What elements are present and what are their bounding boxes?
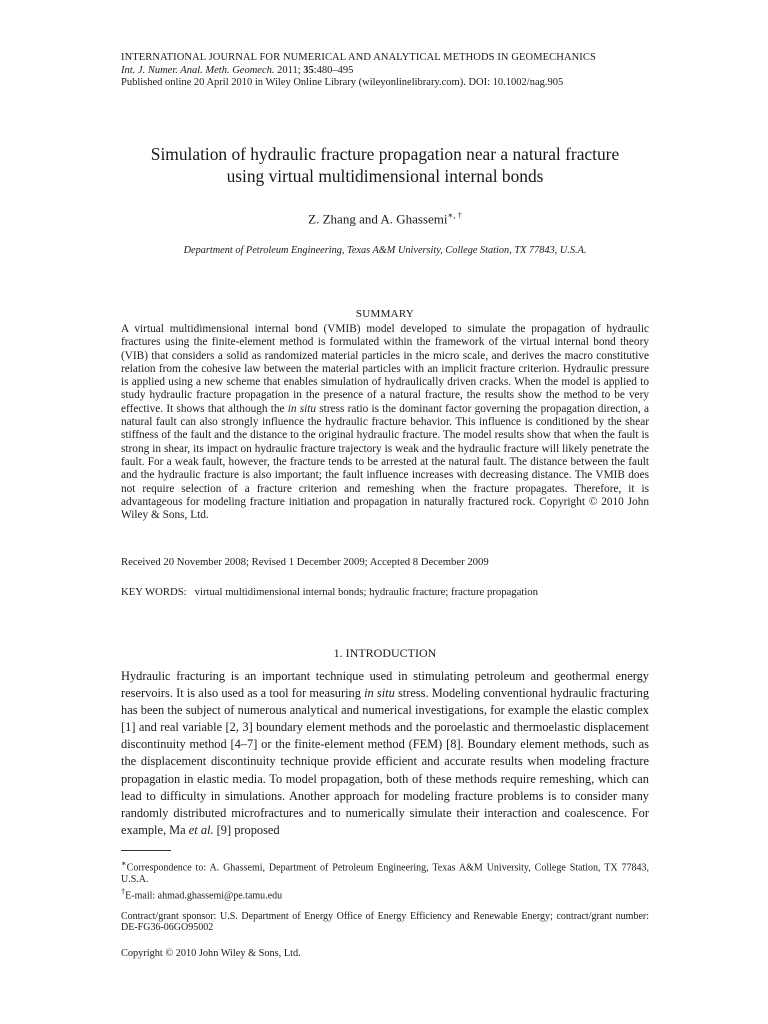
title-line-1: Simulation of hydraulic fracture propagation near a natural fracture: [150, 144, 620, 164]
correspondence-footnote: [121, 858, 649, 886]
keywords-line: [121, 586, 538, 598]
email-footnote: [121, 886, 649, 902]
summary-heading: SUMMARY: [355, 308, 415, 320]
journal-volume: 35: [303, 64, 314, 76]
author-footnote-marks: ∗, †: [447, 210, 462, 220]
author-names: Z. Zhang and A. Ghassemi: [308, 211, 448, 227]
journal-pages: :480–495: [313, 64, 354, 76]
abstract-part-1: A virtual multidimensional internal bond (VMIB) model developed to simulate the propagation of hydraulic fractures using the finite-element method is formulated within the framework of the virtual internal bond theory (VIB) that considers a solid as randomized material particles in the micro scale, and derives the macro constitutive relation from the cohesive law between the material particles with an implicit fracture criterion. Hydraulic pressure is applied using a new scheme that enables simulation of hydraulically driven cracks. When the model is applied to study hydraulic fracture propagation in the presence of a natural fracture, the results show the method to be very effective. It shows that although the: [121, 323, 649, 415]
title-line-2: using virtual multidimensional internal bonds: [226, 166, 544, 186]
intro-part-3: [9] proposed: [213, 822, 280, 837]
copyright-footer: Copyright © 2010 John Wiley & Sons, Ltd.: [121, 948, 301, 959]
intro-italic-in-situ: in situ: [364, 686, 395, 701]
author-list: [100, 210, 670, 227]
intro-part-1: Hydraulic fracturing is an important technique used in stimulating petroleum and geothermal energy reservoirs. It is also used as a tool for measuring: [121, 669, 649, 701]
publication-info: Published online 20 April 2010 in Wiley Online Library (wileyonlinelibrary.com). DOI: 10.1002/nag.905: [121, 77, 564, 88]
introduction-heading: 1. INTRODUCTION: [333, 646, 437, 660]
correspondence-mark: ∗: [121, 859, 127, 868]
grant-sponsor: Contract/grant sponsor: U.S. Department of Energy Office of Energy Efficiency and Renewable Energy; contract/grant number: DE-FG36-06GO95002: [121, 910, 649, 934]
author-affiliation: Department of Petroleum Engineering, Texas A&M University, College Station, TX 77843, U.S.A.: [183, 245, 587, 256]
abstract-italic-in-situ: in situ: [287, 402, 317, 415]
email-mark: †: [121, 886, 126, 896]
received-dates: Received 20 November 2008; Revised 1 December 2009; Accepted 8 December 2009: [121, 556, 489, 568]
abstract-part-2: stress ratio is the dominant factor governing the propagation direction, a natural fault can also strongly influence the hydraulic fracture behavior. This influence is conditioned by the shear stiffness of the fault and the distance to the original hydraulic fracture. The model results show that when the fault is strong in shear, its impact on hydraulic fracture trajectory is weak and the hydraulic fracture will likely penetrate the fault. For a weak fault, however, the fracture tends to be arrested at the natural fault. The distance between the fault and the hydraulic fracture is also important; the fault influence increases with decreasing distance. The VMIB does not require selection of a fracture criterion and remeshing when the fracture propagates. Therefore, it is advantageous for modeling fracture initiation and propagation in naturally fractured rock. Copyright © 2010 John Wiley & Sons, Ltd.: [121, 402, 649, 522]
keywords-text: virtual multidimensional internal bonds; hydraulic fracture; fracture propagation: [194, 586, 538, 598]
intro-italic-et-al: et al.: [188, 822, 214, 837]
journal-header: [121, 52, 681, 90]
journal-citation: [121, 65, 681, 78]
keywords-label: KEY WORDS:: [121, 586, 187, 598]
journal-abbrev: Int. J. Numer. Anal. Meth. Geomech.: [121, 64, 275, 76]
footnote-divider: [121, 850, 171, 851]
correspondence-text: Correspondence to: A. Ghassemi, Department of Petroleum Engineering, Texas A&M University, College Station, TX 77843, U.S.A.: [121, 862, 649, 886]
email-text: E-mail: ahmad.ghassemi@pe.tamu.edu: [125, 890, 283, 902]
journal-year: 2011;: [277, 64, 301, 76]
footnotes: [121, 858, 649, 934]
paper-title: [100, 143, 670, 187]
journal-name: INTERNATIONAL JOURNAL FOR NUMERICAL AND ANALYTICAL METHODS IN GEOMECHANICS: [121, 52, 596, 63]
introduction-text: [121, 668, 649, 839]
abstract-text: [121, 323, 649, 522]
intro-part-2: stress. Modeling conventional hydraulic fracturing has been the subject of numerous analytical and numerical investigations, for example the elastic complex [1] and real variable [2, 3] boundary element methods and the poroelastic and thermoelastic displacement discontinuity method [4–7] or the finite-element method (FEM) [8]. Boundary element methods, such as the displacement discontinuity technique provide efficient and accurate results when modeling fracture propagation in elastic media. To model propagation, both of these methods require remeshing, which can lead to difficulty in simulations. Another approach for modeling fracture problems is to consider many randomly distributed microfractures and to numerically simulate their interaction and coalescence. For example, Ma: [121, 686, 650, 837]
